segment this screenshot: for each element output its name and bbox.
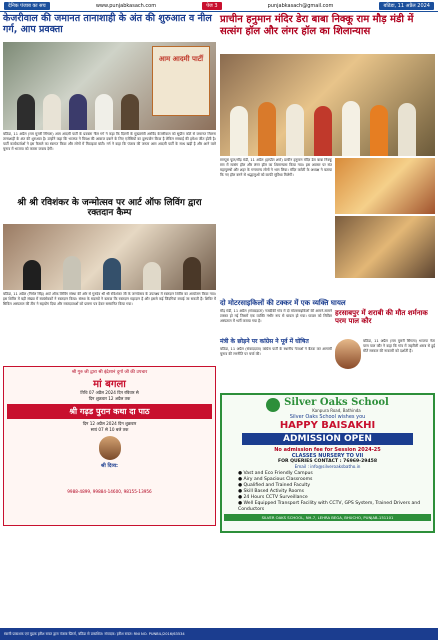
school-bottom-address: SILVER OAKS SCHOOL, NH-7, LEHRA BEGA, BHUCHO, PUNJAB-151101 — [224, 514, 431, 521]
portrait-image — [99, 436, 121, 460]
harsabpur-body — [335, 339, 435, 391]
person-figure — [230, 106, 248, 156]
party-banner: आम आदमी पार्टी — [152, 46, 210, 116]
left-column — [3, 14, 216, 526]
no-admission-fee: No admission fee for Session 2024-25 — [274, 447, 381, 453]
ad-portrait — [7, 436, 212, 460]
article-headline-temple[interactable]: प्राचीन हनुमान मंदिर डेरा बाबा निक्कू राम मौड़ मंडी में सत्संग हॉल और लंगर हॉल का शिलान्यास — [220, 14, 414, 37]
ad-line: सायं 07 से 10 बजे तक — [90, 427, 129, 432]
person-figure — [63, 256, 81, 290]
harsabpur-article — [335, 309, 435, 339]
person-figure — [103, 258, 121, 290]
imprint-footer: स्वामी प्रकाशक एवं मुद्रक हरीश रावत द्वारा पंजाब प्रिंटर्स, बठिंडा से प्रकाशित। संपादक: हरीश रावत। RNI NO. PUNBIL/2016/63534 — [0, 628, 438, 640]
accident-article-row — [220, 309, 435, 339]
article-headline-harsabpur[interactable]: हरसाबपुर में शराबी की मौत शर्मनाक परम पाल कौर — [335, 309, 428, 326]
ad-line: तिथि 07 अप्रैल 2024 दिन रविवार से — [80, 390, 139, 395]
feature-item: ● Vast and Eco Friendly Campus — [238, 471, 313, 476]
politician-portrait — [335, 339, 361, 369]
religious-event-ad — [3, 366, 216, 526]
person-figure — [43, 94, 61, 130]
temple-side-photos — [335, 158, 435, 296]
ad-deity-name: मां बगला — [93, 379, 126, 390]
article-headline-blood-camp[interactable]: श्री श्री रविशंकर के जन्मोत्सव पर आर्ट ऑफ लिविंग द्वारा रक्तदान कैम्प — [17, 198, 202, 219]
article-photo-blood-camp — [3, 224, 216, 290]
article-body-kejriwal: बठिंडा, 11 अप्रैल (राम मुरारी सिंगला) आम आदमी पार्टी के प्रवक्ता नील गर्ग ने कहा कि दिल्ली के मुख्यमंत्री अरविंद केजरीवाल को सुप्रीम कोर्ट से जमानत मिलना तानाशाही के अंत की शुरुआत है। उन्होंने कहा कि भाजपा ने विपक्ष की आवाज दबाने के लिए एजेंसियों का दुरुपयोग किया है लेकिन सच्चाई की हमेशा जीत होती है। पार्टी कार्यकर्ताओं ने इस फैसले का स्वागत किया और लोगों में मिठाइयां बांटी। गर्ग ने कहा कि पंजाब की जनता आम आदमी पार्टी के साथ खड़ी है और आने वाले चुनाव में भाजपा को करारा जवाब देगी। — [3, 132, 216, 151]
article-headline-congress[interactable]: मंत्री के छोड़ने पर कांग्रेस ने पूर्व में घोषित — [220, 338, 309, 345]
person-figure — [370, 105, 388, 156]
school-admission-ad — [220, 393, 435, 533]
email-link[interactable]: punjabkasach@gmail.com — [267, 2, 334, 9]
article-photo-press-conference — [3, 42, 216, 130]
enquiry-contact[interactable]: FOR QUERIES CONTACT : 76969-29458 — [277, 459, 378, 464]
article-body-blood-camp: बठिंडा, 11 अप्रैल (निर्मल सिंह) आर्ट ऑफ लिविंग संस्था की ओर से गुरुदेव श्री श्री रविशंकर जी के जन्मोत्सव के उपलक्ष्य में रक्तदान शिविर का आयोजन किया गया। इस शिविर में बड़ी संख्या में स्वयंसेवकों ने रक्तदान किया। संस्था के सदस्यों ने बताया कि रक्तदान महादान है और इससे कई जिंदगियां बचाई जा सकती हैं। शिविर में सिविल अस्पताल की टीम ने सहयोग दिया और रक्तदाताओं को प्रमाण पत्र देकर सम्मानित किया गया। — [3, 292, 216, 306]
person-figure — [121, 94, 139, 130]
ad-line: दिन 12 अप्रैल 2024 दिन शुक्रवार — [82, 421, 137, 426]
person-figure — [23, 260, 41, 290]
masthead-rule — [0, 11, 438, 12]
right-column — [220, 14, 435, 533]
article-photo-temple-2 — [335, 158, 435, 214]
admission-open-banner: ADMISSION OPEN — [242, 433, 413, 445]
article-photo-temple-ceremony — [220, 54, 435, 156]
person-figure — [286, 104, 304, 156]
feature-item: ● Well Equipped Transport Facility with CCTV, GPS System, Trained Drivers and Conductors — [238, 501, 421, 512]
article-headline-kejriwal[interactable]: केजरीवाल की जमानत तानाशाही के अंत की शुरुआत व नील गर्ग, आप प्रवक्ता — [3, 13, 212, 35]
school-name: Silver Oaks School — [284, 397, 389, 408]
website-link[interactable]: www.punjabkasach.com — [95, 2, 157, 9]
article-photo-temple-3 — [335, 216, 435, 278]
article-body-temple: रामपुरा फूल/मौड़ मंडी, 11 अप्रैल (हरप्रीत शर्मा) प्राचीन हनुमान मंदिर डेरा बाबा निक्कू राम में सत्संग हॉल और लंगर हॉल का शिलान्यास किया गया। इस अवसर पर संत महापुरुषों और शहर के गणमान्य लोगों ने भाग लिया। मंदिर कमेटी के अध्यक्ष ने बताया कि नए हॉल बनने से श्रद्धालुओं को काफी सुविधा मिलेगी। — [220, 158, 332, 177]
issue-date: बठिंडा, 11 अप्रैल 2024 — [379, 2, 434, 10]
school-header — [224, 397, 431, 413]
person-figure — [398, 103, 416, 156]
person-figure — [69, 94, 87, 130]
publication-name: देनिक पंजाब का सच — [4, 2, 50, 10]
school-features-list — [224, 471, 431, 513]
ad-event-banner: श्री गढ़ड पुरान कथा दा पाठ — [7, 404, 212, 419]
school-logo-icon — [266, 398, 280, 412]
article-body-congress: बठिंडा, 11 अप्रैल (संवाददाता) कांग्रेस पार्टी के स्थानीय नेताओं ने बैठक कर आगामी चुनाव की रणनीति पर चर्चा की। — [220, 347, 332, 356]
baisakhi-greeting: HAPPY BAISAKHI — [279, 420, 376, 431]
person-figure — [314, 106, 332, 156]
temple-article-row — [220, 158, 435, 296]
ad-contacts-title: श्री दिव्य: — [100, 463, 119, 469]
ad-line: दिन शुक्रवार 12 अप्रैल तक — [88, 396, 131, 401]
feature-item: ● 24 Hours CCTV Surveillance — [238, 495, 308, 500]
page-number: पेज 3 — [202, 2, 221, 10]
school-email[interactable]: Email : info@silveroaksbatho.in — [294, 464, 361, 469]
school-address: Kanpura Road, Bathinda — [312, 408, 361, 413]
person-figure — [143, 262, 161, 290]
lower-article-row — [220, 339, 435, 391]
congress-article — [220, 339, 332, 391]
school-wish: Silver Oaks School wishes you — [289, 414, 366, 420]
feature-item: ● Qualified and Trained Faculty — [238, 483, 311, 488]
article-headline-accident[interactable]: दो मोटरसाइकिलों की टक्कर में एक व्यक्ति घायल — [220, 299, 346, 307]
person-figure — [342, 101, 360, 156]
classes-offered: CLASSES NURSERY TO VII — [291, 453, 364, 459]
person-figure — [258, 102, 276, 156]
person-figure — [95, 94, 113, 130]
ad-top-line: श्री गुरु जी द्वारा श्री इंद्रेशानं दुर्गा जी की उपचार — [71, 370, 148, 375]
feature-item: ● Skill Based Activity Rooms — [238, 489, 305, 494]
article-body-accident: मौड़ मंडी, 11 अप्रैल (संवाददाता) नजदीकी गांव में दो मोटरसाइकिलों की आमने-सामने टक्कर हो गई जिसमें एक व्यक्ति गंभीर रूप से घायल हो गया। घायल को सिविल अस्पताल में भर्ती कराया गया है। — [220, 309, 332, 323]
person-figure — [17, 94, 35, 130]
article-body-harsabpur: बठिंडा, 11 अप्रैल (राम मुरारी सिंगला) भाजपा नेता परम पाल कौर ने कहा कि गांव में जहरीली शराब से हुई मौतें सरकार की नाकामी को दर्शाती हैं। — [363, 339, 435, 353]
ad-phones: 9988-4899, 99884-14600, 98155-13956 — [67, 489, 152, 494]
masthead-bar — [0, 0, 438, 11]
feature-item: ● Airy and Spacious Classrooms — [238, 477, 313, 482]
person-figure — [183, 257, 201, 290]
